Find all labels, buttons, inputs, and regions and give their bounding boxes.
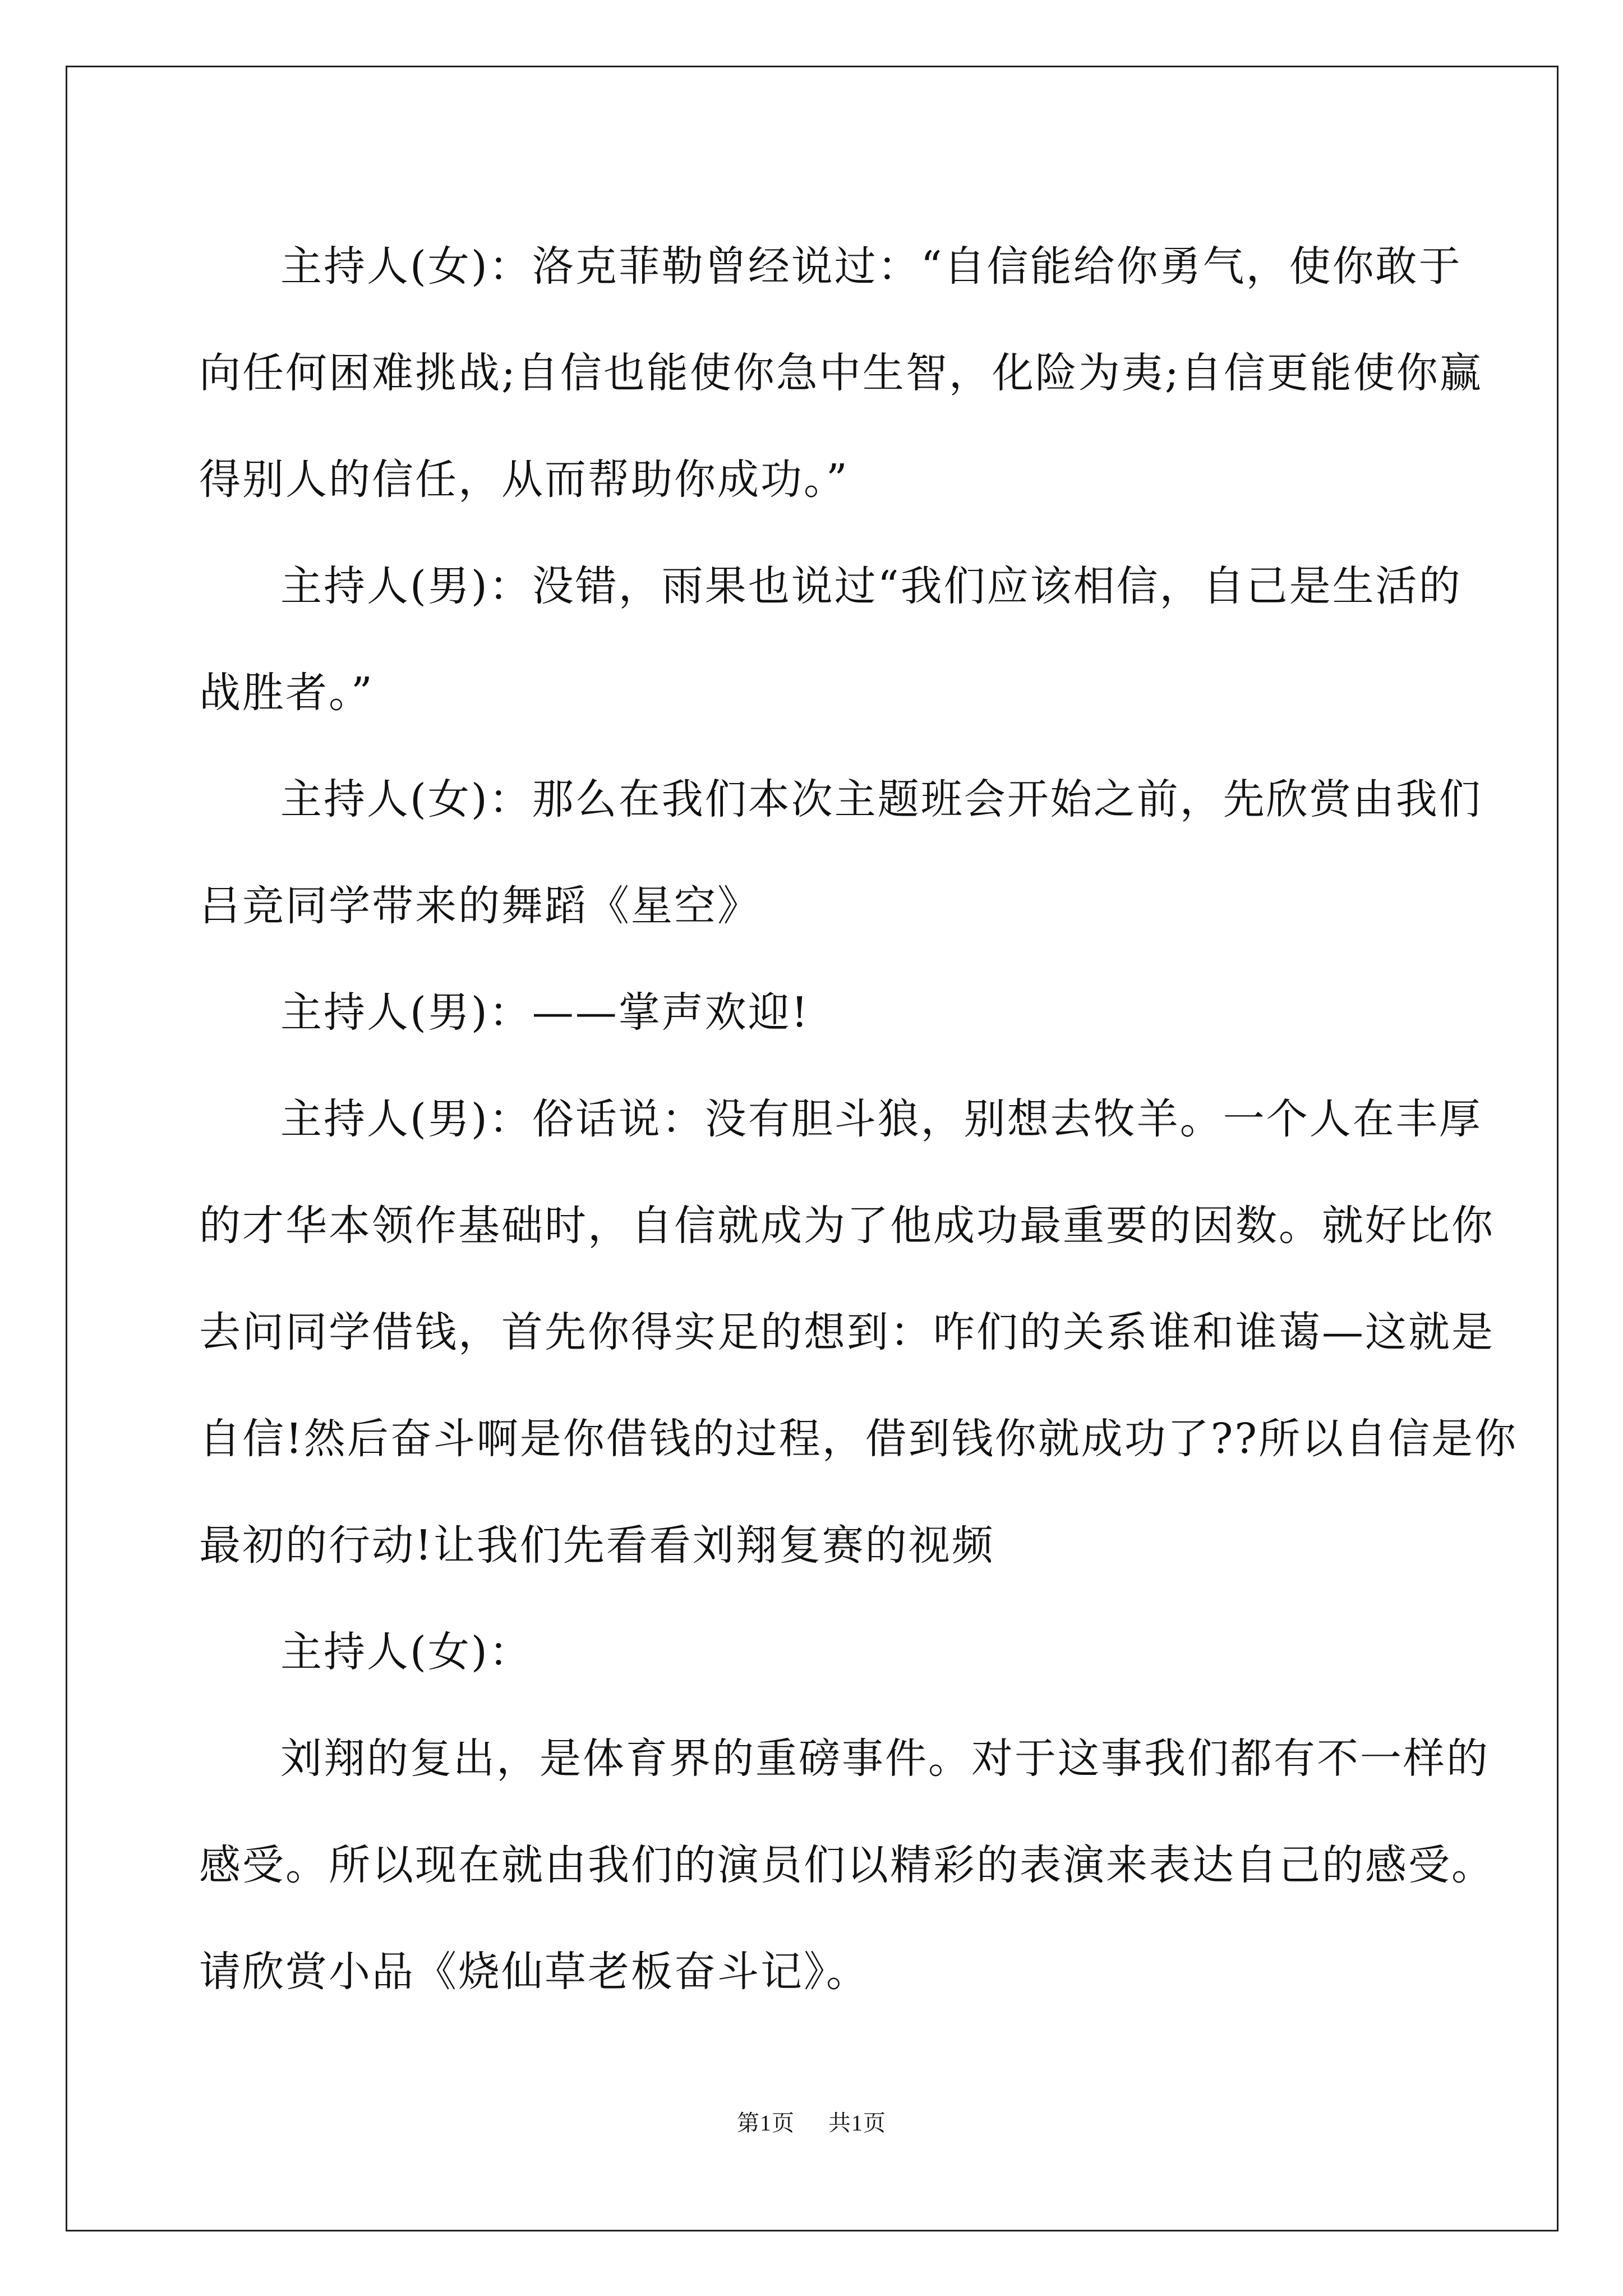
text-line: 自信!然后奋斗啊是你借钱的过程，借到钱你就成功了??所以自信是你: [199, 1415, 1518, 1463]
text-line: 向任何困难挑战;自信也能使你急中生智，化险为夷;自信更能使你赢: [199, 349, 1483, 397]
text-line: 感受。所以现在就由我们的演员们以精彩的表演来表达自己的感受。: [199, 1841, 1495, 1889]
page-footer: [0, 2106, 1623, 2140]
text-line: 主持人(男)：没错，雨果也说过“我们应该相信，自己是生活的: [280, 562, 1462, 610]
text-line: 主持人(女)：洛克菲勒曾经说过：“自信能给你勇气，使你敢于: [280, 242, 1462, 291]
page-number: 第1页: [737, 2110, 795, 2136]
text-line: 主持人(女)：: [280, 1628, 532, 1676]
text-line: 主持人(女)：那么在我们本次主题班会开始之前，先欣赏由我们: [280, 775, 1482, 823]
text-line: 主持人(男)：——掌声欢迎!: [280, 988, 810, 1037]
text-line: 战胜者。”: [199, 669, 374, 717]
text-line: 得别人的信任，从而帮助你成功。”: [199, 455, 849, 504]
text-line: 主持人(男)：俗话说：没有胆斗狼，别想去牧羊。一个人在丰厚: [280, 1095, 1482, 1143]
text-line: 吕竞同学带来的舞蹈《星空》: [199, 882, 760, 930]
page-total: 共1页: [828, 2110, 886, 2136]
text-line: 刘翔的复出，是体育界的重磅事件。对于这事我们都有不一样的: [280, 1734, 1490, 1783]
text-line: 请欣赏小品《烧仙草老板奋斗记》。: [199, 1948, 869, 1996]
text-line: 去问同学借钱，首先你得实足的想到：咋们的关系谁和谁蔼—这就是: [199, 1308, 1495, 1356]
text-line: 最初的行动!让我们先看看刘翔复赛的视频: [199, 1521, 995, 1570]
document-body: [199, 213, 1518, 2025]
text-line: 的才华本领作基础时，自信就成为了他成功最重要的因数。就好比你: [199, 1202, 1495, 1250]
